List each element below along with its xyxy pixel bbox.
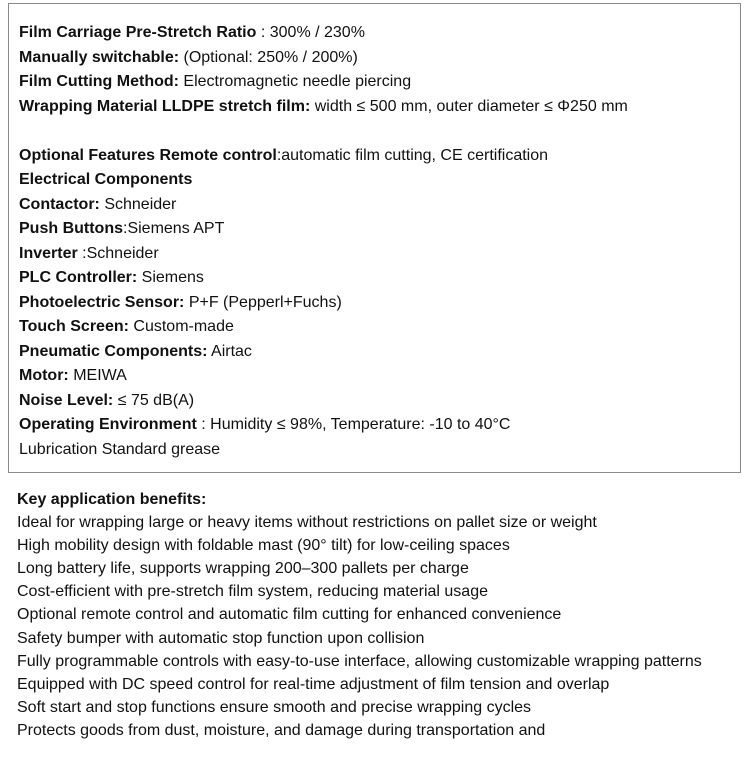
spec-line: [19, 46, 730, 71]
benefit-item: Protects goods from dust, moisture, and damage during transportation and: [17, 721, 546, 739]
spec-label: Manually switchable:: [19, 48, 180, 66]
spec-label: Photoelectric Sensor:: [19, 293, 185, 311]
spec-line: [19, 70, 730, 95]
spec-line: [19, 291, 730, 316]
page: [0, 3, 750, 781]
spec-line: [19, 144, 730, 169]
spec-label: PLC Controller:: [19, 269, 138, 286]
benefit-item: Long battery life, supports wrapping 200–300 pallets per charge: [17, 560, 469, 578]
spec-label: Optional Features Remote control: [19, 146, 277, 164]
spec-label: Noise Level:: [19, 391, 114, 409]
spec-label: Push Buttons: [19, 220, 123, 237]
spec-label: Contactor:: [19, 195, 100, 213]
benefit-item: Cost-efficient with pre-stretch film system, reducing material usage: [17, 583, 488, 601]
spec-value: :Schneider: [77, 244, 159, 262]
spec-line: [19, 193, 730, 218]
spec-line: [19, 242, 730, 267]
spec-value: MEIWA: [68, 367, 127, 384]
spec-label: Film Cutting Method:: [19, 73, 179, 90]
spec-value: width ≤ 500 mm, outer diameter ≤ Φ250 mm: [310, 97, 628, 115]
spec-line: [19, 21, 730, 46]
spec-value: Custom-made: [128, 318, 234, 335]
spec-label: Inverter: [19, 244, 78, 262]
benefit-item: Soft start and stop functions ensure smooth and precise wrapping cycles: [17, 698, 532, 716]
spec-value: Schneider: [99, 195, 177, 213]
spec-label: Motor:: [19, 367, 69, 384]
benefit-item: Ideal for wrapping large or heavy items without restrictions on pallet size or weight: [17, 514, 597, 532]
benefit-item: Equipped with DC speed control for real-time adjustment of film tension and overlap: [17, 675, 610, 693]
benefit-item: Fully programmable controls with easy-to-use interface, allowing customizable wrapping patterns: [17, 652, 702, 670]
spec-line: [19, 364, 730, 389]
spec-value: :automatic film cutting, CE certification: [276, 146, 549, 164]
spec-line: [19, 266, 730, 291]
spec-value: ≤ 75 dB(A): [113, 391, 195, 409]
benefits-section: [17, 488, 750, 742]
spec-value: : 300% / 230%: [256, 24, 365, 41]
spec-value: :Siemens APT: [123, 220, 225, 237]
spec-value: Airtac: [207, 342, 252, 360]
spec-label: Electrical Components: [19, 171, 193, 188]
spec-line: [19, 389, 730, 414]
spec-line: [19, 413, 730, 438]
spec-line-blank: [19, 119, 730, 144]
spec-label: Pneumatic Components:: [19, 342, 208, 360]
spec-label: Wrapping Material LLDPE stretch film:: [19, 97, 311, 115]
benefit-item: Safety bumper with automatic stop function upon collision: [17, 629, 425, 647]
spec-box: [8, 3, 741, 473]
spec-value: P+F (Pepperl+Fuchs): [184, 293, 342, 311]
spec-label: Film Carriage Pre-Stretch Ratio: [19, 24, 257, 41]
benefit-item: High mobility design with foldable mast (90° tilt) for low-ceiling spaces: [17, 537, 510, 555]
spec-value: (Optional: 250% / 200%): [179, 48, 358, 66]
spec-label: Operating Environment: [19, 416, 197, 433]
spec-line: [19, 315, 730, 340]
spec-label: Touch Screen:: [19, 318, 129, 335]
spec-value: Lubrication Standard grease: [19, 440, 221, 458]
spec-line: [19, 168, 730, 193]
spec-line: [19, 340, 730, 365]
spec-value: : Humidity ≤ 98%, Temperature: -10 to 40°C: [196, 416, 511, 433]
spec-value: Electromagnetic needle piercing: [178, 73, 412, 90]
spec-value: Siemens: [137, 269, 204, 286]
benefit-item: Optional remote control and automatic film cutting for enhanced convenience: [17, 606, 562, 624]
spec-line: [19, 438, 730, 463]
spec-line: [19, 217, 730, 242]
benefits-heading: Key application benefits:: [17, 491, 207, 508]
spec-line: [19, 95, 730, 120]
